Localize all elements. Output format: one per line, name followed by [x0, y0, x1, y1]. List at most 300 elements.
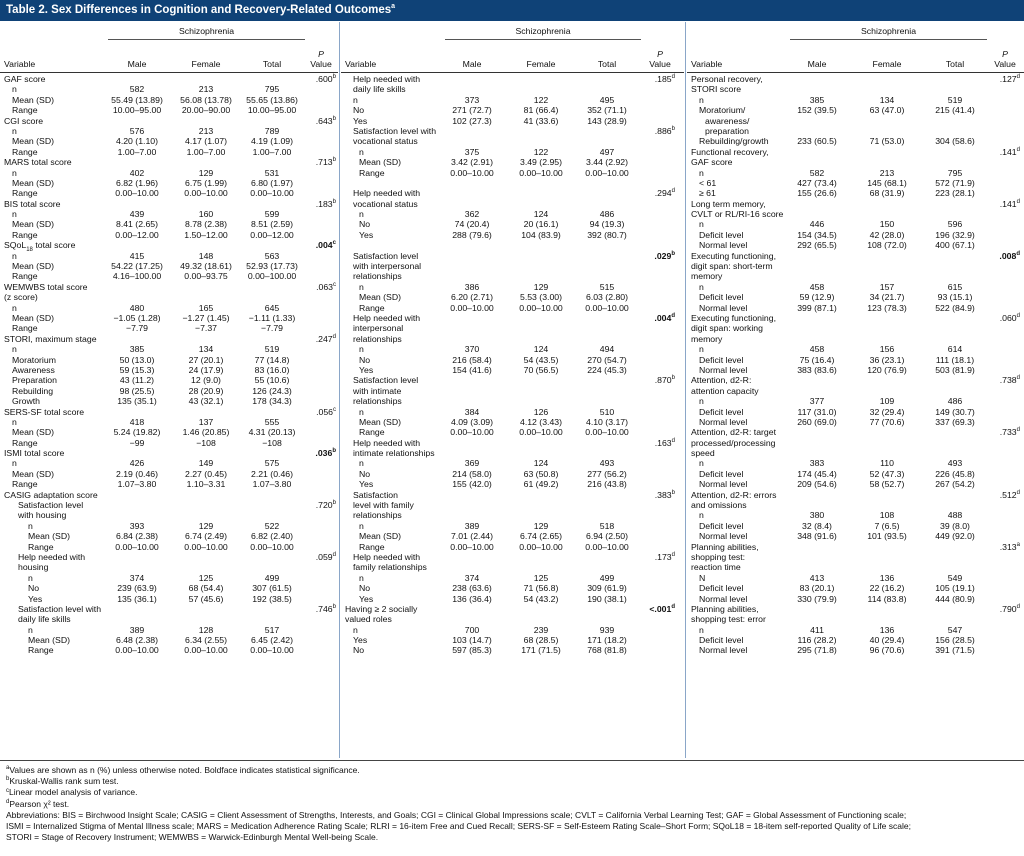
row-label-text: Mean (SD): [12, 177, 54, 188]
row-label-text: vocational status: [353, 198, 418, 209]
row-label: [359, 427, 385, 437]
row-label-text: daily life skills: [353, 84, 406, 95]
row-label-text: Range: [12, 229, 38, 240]
row-label: [353, 635, 367, 645]
row-label-text: daily life skills: [18, 614, 71, 625]
cell-total: 400 (67.1): [935, 240, 975, 251]
table-row: [341, 344, 684, 354]
row-label-text: Normal level: [699, 240, 748, 251]
table-row: [341, 552, 684, 562]
cell-female: 41 (33.6): [523, 115, 559, 126]
row-label-text: relationships: [353, 271, 402, 282]
cell-male: 418: [129, 416, 145, 427]
column-divider: [339, 22, 340, 758]
table-row: [0, 157, 338, 167]
cell-male: 135 (35.1): [117, 396, 157, 407]
row-label-text: valued roles: [345, 614, 392, 625]
table-row: [0, 583, 338, 593]
column-header-variable: Variable: [345, 59, 377, 69]
row-label: [699, 469, 743, 479]
row-label: [12, 209, 17, 219]
table-row: [687, 157, 1024, 167]
row-label: [353, 438, 420, 448]
row-label-text: STORI, maximum stage: [4, 333, 97, 344]
table-row: [0, 282, 338, 292]
row-label-text: Range: [12, 105, 38, 116]
row-label-text: reaction time: [691, 562, 741, 573]
cell-male: 50 (13.0): [119, 354, 155, 365]
cell-male: 383 (83.6): [797, 364, 837, 375]
cell-total: 226 (45.8): [935, 468, 975, 479]
row-label: [4, 157, 72, 167]
cell-male: 59 (12.9): [799, 292, 835, 303]
cell-p-value: [302, 199, 336, 209]
p-value-text: .127: [999, 74, 1017, 84]
row-label-text: Deficit level: [699, 406, 744, 417]
cell-total: 277 (56.2): [587, 468, 627, 479]
table-row: [0, 521, 338, 531]
table-row: [687, 323, 1024, 333]
row-label: [699, 136, 769, 146]
row-label-text: n: [12, 416, 17, 427]
table-row: [687, 531, 1024, 541]
table-row: [0, 74, 338, 84]
column-header-variable: Variable: [691, 59, 723, 69]
p-value-text: .720: [315, 500, 333, 511]
row-label: [699, 188, 716, 198]
cell-male: 399 (87.1): [797, 302, 837, 313]
table-row: [0, 292, 338, 302]
table-row: [687, 219, 1024, 229]
row-label-text: Range: [359, 541, 385, 552]
row-label: [359, 282, 364, 292]
table-row: [341, 458, 684, 468]
cell-female: 71 (56.8): [523, 583, 559, 594]
row-label: [359, 531, 401, 541]
row-label: [691, 500, 747, 510]
row-label-text: n: [699, 167, 704, 178]
p-value-text: .313: [999, 541, 1017, 552]
cell-total: 4.10 (3.17): [585, 416, 629, 427]
row-label-text: vocational status: [353, 136, 418, 147]
row-label-text: housing: [18, 562, 49, 573]
row-label-text: GAF score: [691, 157, 733, 168]
cell-female: 6.34 (2.55): [184, 635, 228, 646]
cell-total: 515: [599, 281, 615, 292]
cell-total: −7.79: [261, 323, 283, 334]
cell-male: 393: [129, 520, 145, 531]
cell-p-value: [302, 74, 336, 84]
cell-total: 309 (61.9): [587, 583, 627, 594]
row-label-text: n: [699, 281, 704, 292]
row-label: [699, 105, 745, 115]
cell-female: 56.08 (13.78): [180, 94, 232, 105]
table-row: [341, 323, 684, 333]
row-label-text: n: [12, 344, 17, 355]
cell-p-value: [302, 448, 336, 458]
row-label-text: n: [359, 572, 364, 583]
table-row: [341, 313, 684, 323]
p-value-text: .029: [654, 250, 672, 261]
cell-female: −7.37: [195, 323, 217, 334]
table-row: [341, 105, 684, 115]
cell-female: 20.00–90.00: [181, 105, 231, 116]
cell-total: 495: [599, 94, 615, 105]
table-row: [687, 355, 1024, 365]
row-label: [359, 344, 364, 354]
cell-female: 52 (47.3): [869, 468, 905, 479]
row-label-text: level with family: [353, 500, 414, 511]
cell-female: 109: [879, 396, 895, 407]
cell-male: 155 (42.0): [452, 479, 492, 490]
table-row: [687, 407, 1024, 417]
cell-male: 54.22 (17.25): [111, 261, 163, 272]
row-label: [699, 240, 747, 250]
cell-male: 330 (79.9): [797, 593, 837, 604]
cell-male: 4.09 (3.09): [450, 416, 494, 427]
row-label-text: Range: [28, 645, 54, 656]
row-label: [4, 407, 84, 417]
cell-total: −108: [262, 437, 282, 448]
table-row: [341, 521, 684, 531]
row-label-text: Yes: [353, 115, 368, 126]
row-label: [691, 614, 766, 624]
cell-male: 0.00–10.00: [450, 427, 494, 438]
table-row: [0, 178, 338, 188]
row-label: [28, 625, 33, 635]
row-label-text: CASIG adaptation score: [4, 489, 98, 500]
cell-total: 1.00–7.00: [252, 146, 292, 157]
cell-male: 348 (91.6): [797, 531, 837, 542]
cell-p-value: [302, 500, 336, 510]
table-row: [687, 417, 1024, 427]
cell-female: 124: [533, 344, 549, 355]
row-label: [28, 542, 54, 552]
cell-female: 2.27 (0.45): [184, 468, 228, 479]
cell-female: 129: [198, 520, 214, 531]
table-row: [0, 573, 338, 583]
row-label: [691, 386, 759, 396]
row-label: [691, 147, 769, 157]
table-row: [341, 479, 684, 489]
cell-female: 0.00–10.00: [519, 302, 563, 313]
row-label: [4, 240, 76, 253]
column-header-total: Total: [597, 59, 617, 69]
row-label: [353, 448, 435, 458]
row-label: [359, 303, 385, 313]
p-value-test-marker: d: [671, 74, 675, 81]
row-label: [691, 604, 759, 614]
cell-female: −1.27 (1.45): [182, 312, 230, 323]
cell-male: 385: [129, 344, 145, 355]
table-row: [687, 573, 1024, 583]
table-row: [341, 583, 684, 593]
table-row: [687, 438, 1024, 448]
p-value-text: .713: [315, 157, 333, 168]
row-label-text: Range: [359, 427, 385, 438]
table-row: [341, 469, 684, 479]
row-label: [699, 531, 747, 541]
cell-female: 0.00–10.00: [519, 427, 563, 438]
table-row: [0, 365, 338, 375]
cell-female: 4.17 (1.07): [184, 136, 228, 147]
column-header-p-value: [987, 49, 1023, 69]
row-label-text: Mean (SD): [12, 219, 54, 230]
row-label: [699, 282, 704, 292]
cell-total: 0.00–10.00: [250, 541, 294, 552]
row-label-text: Satisfaction: [353, 489, 398, 500]
table-row: [341, 573, 684, 583]
table-row: [0, 604, 338, 614]
cell-male: 415: [129, 250, 145, 261]
p-value-test-marker: b: [332, 115, 336, 122]
cell-total: 768 (81.8): [587, 645, 627, 656]
cell-p-value: [986, 490, 1020, 500]
cell-male: 116 (28.2): [797, 635, 837, 646]
cell-male: 389: [129, 624, 145, 635]
table-row: [687, 292, 1024, 302]
row-label-text: n: [28, 520, 33, 531]
cell-total: 0.00–100.00: [247, 271, 297, 282]
cell-total: 93 (15.1): [937, 292, 973, 303]
row-label: [691, 74, 763, 84]
cell-female: 68 (31.9): [869, 188, 905, 199]
row-label: [12, 105, 38, 115]
row-label: [353, 375, 418, 385]
table-row: [687, 396, 1024, 406]
cell-total: 519: [947, 94, 963, 105]
row-label-text: Deficit level: [699, 229, 744, 240]
table-row: [0, 344, 338, 354]
table-row: [0, 427, 338, 437]
cell-male: 377: [809, 396, 825, 407]
cell-female: 129: [533, 281, 549, 292]
table-row: [0, 188, 338, 198]
cell-male: 4.20 (1.10): [115, 136, 159, 147]
cell-total: 0.00–10.00: [585, 302, 629, 313]
row-label: [699, 292, 743, 302]
cell-p-value: [302, 334, 336, 344]
table-row: [687, 552, 1024, 562]
p-value-text: .746: [315, 603, 333, 614]
cell-female: 148: [198, 250, 214, 261]
row-label-text: Help needed with: [353, 551, 421, 562]
cell-male: 271 (72.7): [452, 105, 492, 116]
row-label: [353, 625, 358, 635]
row-label: [691, 313, 776, 323]
row-label-text: Moratorium: [12, 354, 56, 365]
cell-female: 125: [533, 572, 549, 583]
row-label-text: Mean (SD): [359, 531, 401, 542]
p-value-text: .790: [999, 603, 1017, 614]
row-label-text: Range: [12, 479, 38, 490]
row-label: [353, 562, 427, 572]
cell-total: 531: [264, 167, 280, 178]
cell-female: 6.75 (1.99): [184, 177, 228, 188]
table-row: [341, 219, 684, 229]
cell-male: 380: [809, 510, 825, 521]
table-row: [341, 562, 684, 572]
cell-p-value: [641, 188, 675, 198]
row-label: [691, 323, 763, 333]
table-row: [0, 334, 338, 344]
table-row: [341, 542, 684, 552]
table-row: [0, 407, 338, 417]
row-label-text: Functional recovery,: [691, 146, 769, 157]
cell-male: 383: [809, 458, 825, 469]
cell-p-value: [302, 157, 336, 167]
cell-total: 444 (80.9): [935, 593, 975, 604]
row-label: [18, 500, 83, 510]
table-row: [0, 490, 338, 500]
p-value-text: .036: [315, 448, 333, 459]
row-label-text: No: [359, 468, 371, 479]
row-label-text: n: [699, 344, 704, 355]
cell-p-value: [641, 74, 675, 84]
row-label-text: Range: [359, 302, 385, 313]
cell-total: 488: [947, 510, 963, 521]
row-label: [4, 334, 97, 344]
row-label: [359, 583, 370, 593]
p-value-text: .183: [315, 198, 333, 209]
cell-p-value: [302, 604, 336, 614]
cell-male: 0.00–10.00: [115, 188, 159, 199]
p-value-text: .060: [999, 312, 1017, 323]
cell-male: 117 (31.0): [797, 406, 837, 417]
table-title: Table 2. Sex Differences in Cognition and Recovery-Related Outcomes$^a$: [0, 0, 1024, 21]
row-label: [699, 583, 743, 593]
table-row: [341, 645, 684, 655]
row-label: [28, 594, 42, 604]
table-row: [341, 386, 684, 396]
cell-female: 36 (23.1): [869, 354, 905, 365]
cell-female: 134: [198, 344, 214, 355]
cell-male: 10.00–95.00: [112, 105, 162, 116]
row-label-text: Yes: [359, 364, 374, 375]
cell-female: 4.12 (3.43): [519, 416, 563, 427]
cell-female: 165: [198, 302, 214, 313]
row-label-text: Rebuilding: [12, 385, 54, 396]
cell-total: 178 (34.3): [252, 396, 292, 407]
cell-male: 369: [464, 458, 480, 469]
row-label: [28, 531, 70, 541]
cell-female: 124: [533, 209, 549, 220]
table-row: [341, 251, 684, 261]
table-row: [687, 594, 1024, 604]
table-header: [687, 22, 1024, 73]
cell-p-value: [986, 74, 1020, 84]
row-label: [705, 126, 749, 136]
cell-male: 700: [464, 624, 480, 635]
row-label: [12, 168, 17, 178]
cell-female: 54 (43.2): [523, 593, 559, 604]
table-row: [0, 199, 338, 209]
cell-total: 216 (43.8): [587, 479, 627, 490]
cell-total: 939: [599, 624, 615, 635]
cell-male: 75 (16.4): [799, 354, 835, 365]
column-header-p-value: [303, 49, 339, 69]
cell-female: 110: [880, 458, 894, 469]
row-label-text: Help needed with: [353, 188, 421, 199]
cell-female: 22 (16.2): [869, 583, 905, 594]
row-label-text: attention capacity: [691, 385, 759, 396]
cell-male: 385: [809, 94, 825, 105]
row-label: [12, 178, 54, 188]
row-label: [691, 427, 776, 437]
cell-total: 55.65 (13.86): [246, 94, 298, 105]
table-row: [687, 147, 1024, 157]
row-label: [28, 583, 39, 593]
table-header: [341, 22, 684, 73]
cell-male: 288 (79.6): [452, 229, 492, 240]
cell-male: 154 (34.5): [797, 229, 837, 240]
cell-total: 1.07–3.80: [252, 479, 292, 490]
row-label-text: Deficit level: [699, 520, 744, 531]
row-label-text: Help needed with: [353, 74, 421, 84]
table-row: [341, 74, 684, 84]
cell-female: 81 (66.4): [523, 105, 559, 116]
cell-male: 3.42 (2.91): [450, 157, 494, 168]
row-label-text: n: [28, 572, 33, 583]
table-row: [0, 251, 338, 261]
cell-p-value: [302, 407, 336, 417]
cell-male: 239 (63.9): [117, 583, 157, 594]
cell-total: 497: [599, 146, 615, 157]
table-row: [0, 303, 338, 313]
row-label: [12, 230, 38, 240]
footnote: $^a$Values are shown as n (%) unless otherwise noted. Boldface indicates statistical significance.: [6, 765, 360, 775]
cell-female: 124: [533, 458, 549, 469]
row-label: [359, 209, 364, 219]
table-row: [687, 334, 1024, 344]
row-label-text: Deficit level: [699, 292, 744, 303]
table-row: [687, 271, 1024, 281]
p-value-test-marker: d: [1016, 375, 1020, 382]
p-value-test-marker: b: [332, 198, 336, 205]
cell-total: 215 (41.4): [935, 105, 975, 116]
p-value-test-marker: b: [671, 489, 675, 496]
cell-total: 596: [947, 219, 963, 230]
table-row: [687, 84, 1024, 94]
table-row: [687, 625, 1024, 635]
row-label-text: Range: [12, 271, 38, 282]
cell-female: 108: [879, 510, 895, 521]
cell-total: 486: [599, 209, 615, 220]
row-label-text: n: [359, 146, 364, 157]
row-label-text: n: [12, 84, 17, 95]
cell-female: 6.74 (2.49): [184, 531, 228, 542]
table-row: [687, 542, 1024, 552]
row-label: [353, 116, 367, 126]
row-label: [353, 396, 402, 406]
row-label-text: N: [699, 572, 706, 583]
row-label-text: Moratorium/: [699, 105, 746, 116]
p-value-text: .056: [316, 406, 333, 417]
table-row: [341, 240, 684, 250]
cell-male: 374: [129, 572, 145, 583]
cell-male: 174 (45.4): [797, 468, 837, 479]
p-value-test-marker: b: [332, 157, 336, 164]
row-label: [12, 427, 54, 437]
row-label: [691, 84, 741, 94]
table-row: [341, 136, 684, 146]
group-header-rule: [445, 39, 641, 40]
table-row: [341, 500, 684, 510]
footnote: $^c$Linear model analysis of variance.: [6, 787, 138, 798]
table-row: [341, 355, 684, 365]
row-label: [18, 562, 48, 572]
p-value-text: .163: [654, 437, 672, 448]
